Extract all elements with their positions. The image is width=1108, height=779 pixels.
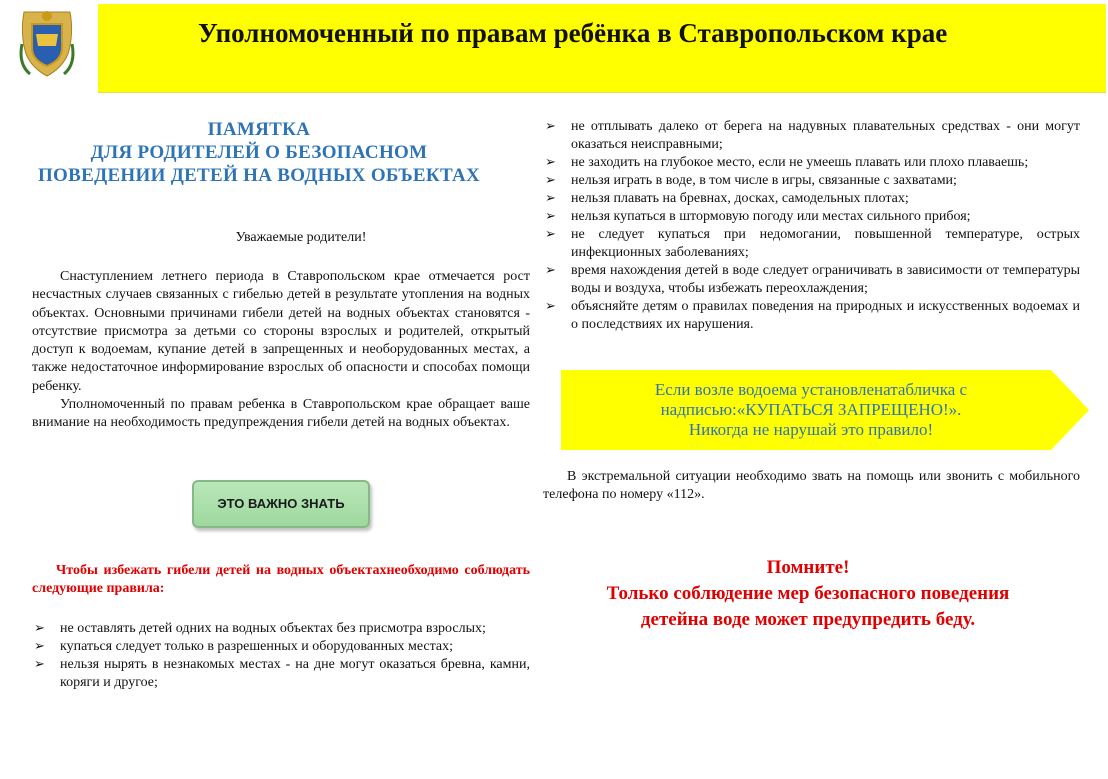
rules-intro: Чтобы избежать гибели детей на водных объектахнеобходимо соблюдать следующие правила: (32, 563, 530, 596)
list-item-text: объясняйте детям о правилах поведения на природных и искусственных водоемах и о последствиях их нарушения. (571, 299, 1080, 332)
appeal-paragraph: Уполномоченный по правам ребенка в Ставропольском крае обращает ваше внимание на необходимость предупреждения гибели детей на водных объектах. (32, 397, 530, 431)
arrow-check-bullet-icon: ➢ (34, 657, 45, 672)
arrow-check-bullet-icon: ➢ (545, 209, 556, 224)
rules-list-left (32, 620, 530, 692)
arrow-check-bullet-icon: ➢ (545, 263, 556, 278)
rules-list-right (543, 118, 1080, 334)
arrow-check-bullet-icon: ➢ (34, 621, 45, 636)
arrow-check-bullet-icon: ➢ (545, 155, 556, 170)
sign-line: надписью:«КУПАТЬСЯ ЗАПРЕЩЕНО!». (660, 400, 962, 419)
list-item (543, 118, 1080, 154)
sign-line: Никогда не нарушай это правило! (688, 420, 934, 439)
list-item-text: не заходить на глубокое место, если не умеешь плавать или плохо плаваешь; (571, 155, 1029, 170)
remember-line: детейна воде может предупредить беду. (640, 609, 976, 630)
list-item-text: не следует купаться при недомогании, повышенной температуре, острых инфекционных заболеваниях; (571, 227, 1080, 260)
warning-sign-arrow (561, 370, 1091, 450)
arrow-check-bullet-icon: ➢ (545, 119, 556, 134)
page-title: Уполномоченный по правам ребёнка в Ставропольском крае (198, 18, 948, 48)
list-item-text: не оставлять детей одних на водных объектах без присмотра взрослых; (60, 621, 486, 636)
list-item (32, 638, 530, 656)
warning-sign-text (561, 370, 1061, 450)
list-item-text: нельзя играть в воде, в том числе в игры, связанные с захватами; (571, 173, 957, 188)
list-item (543, 226, 1080, 262)
memo-title-line: ПОВЕДЕНИИ ДЕТЕЙ НА ВОДНЫХ ОБЪЕКТАХ (37, 165, 481, 186)
remember-block (543, 555, 1073, 633)
list-item (543, 262, 1080, 298)
list-item (32, 620, 530, 638)
list-item-text: нельзя нырять в незнакомых местах - на дне могут оказаться бревна, камни, коряги и другое; (60, 657, 530, 690)
important-button[interactable]: ЭТО ВАЖНО ЗНАТЬ (192, 480, 370, 528)
coat-of-arms-icon (16, 4, 78, 80)
list-item-text: нельзя купаться в штормовую погоду или местах сильного прибоя; (571, 209, 971, 224)
arrow-check-bullet-icon: ➢ (545, 191, 556, 206)
list-item-text: не отплывать далеко от берега на надувных плавательных средствах - они могут оказаться неисправными; (571, 119, 1080, 152)
remember-heading: Помните! (766, 557, 850, 578)
list-item (32, 656, 530, 692)
list-item (543, 190, 1080, 208)
list-item (543, 298, 1080, 334)
memo-title-line: ДЛЯ РОДИТЕЛЕЙ О БЕЗОПАСНОМ (90, 142, 428, 163)
remember-line: Только соблюдение мер безопасного поведения (606, 583, 1010, 604)
header-bar (98, 4, 1106, 93)
list-item-text: купаться следует только в разрешенных и оборудованных местах; (60, 639, 453, 654)
list-item-text: время нахождения детей в воде следует ограничивать в зависимости от температуры воды и воздуха, чтобы избежать переохлаждения; (571, 263, 1080, 296)
arrow-check-bullet-icon: ➢ (545, 173, 556, 188)
arrow-check-bullet-icon: ➢ (34, 639, 45, 654)
memo-title (18, 118, 500, 187)
left-column (32, 118, 530, 690)
list-item-text: нельзя плавать на бревнах, досках, самодельных плотах; (571, 191, 909, 206)
intro-paragraph: Снаступлением летнего периода в Ставропольском крае отмечается рост несчастных случаев связанных с гибелью детей в результате утопления на водных объектах. Основными причинами гибели детей на водных объектах становятся - отсутствие присмотра за детьми со стороны взрослых и родителей, открытый доступ к водоемам, купание детей в запрещенных и необорудованных местах, а также недостаточное информирование взрослых об опасности и способах помощи ребенку. (32, 269, 530, 394)
sign-line: Если возле водоема установленатабличка с (654, 380, 968, 399)
emergency-call-text: В экстремальной ситуации необходимо звать на помощь или звонить с мобильного телефона по номеру «112». (543, 469, 1080, 502)
arrow-check-bullet-icon: ➢ (545, 227, 556, 242)
list-item (543, 172, 1080, 190)
greeting: Уважаемые родители! (235, 230, 367, 245)
list-item (543, 208, 1080, 226)
list-item (543, 154, 1080, 172)
arrow-check-bullet-icon: ➢ (545, 299, 556, 314)
memo-title-line: ПАМЯТКА (207, 119, 311, 140)
